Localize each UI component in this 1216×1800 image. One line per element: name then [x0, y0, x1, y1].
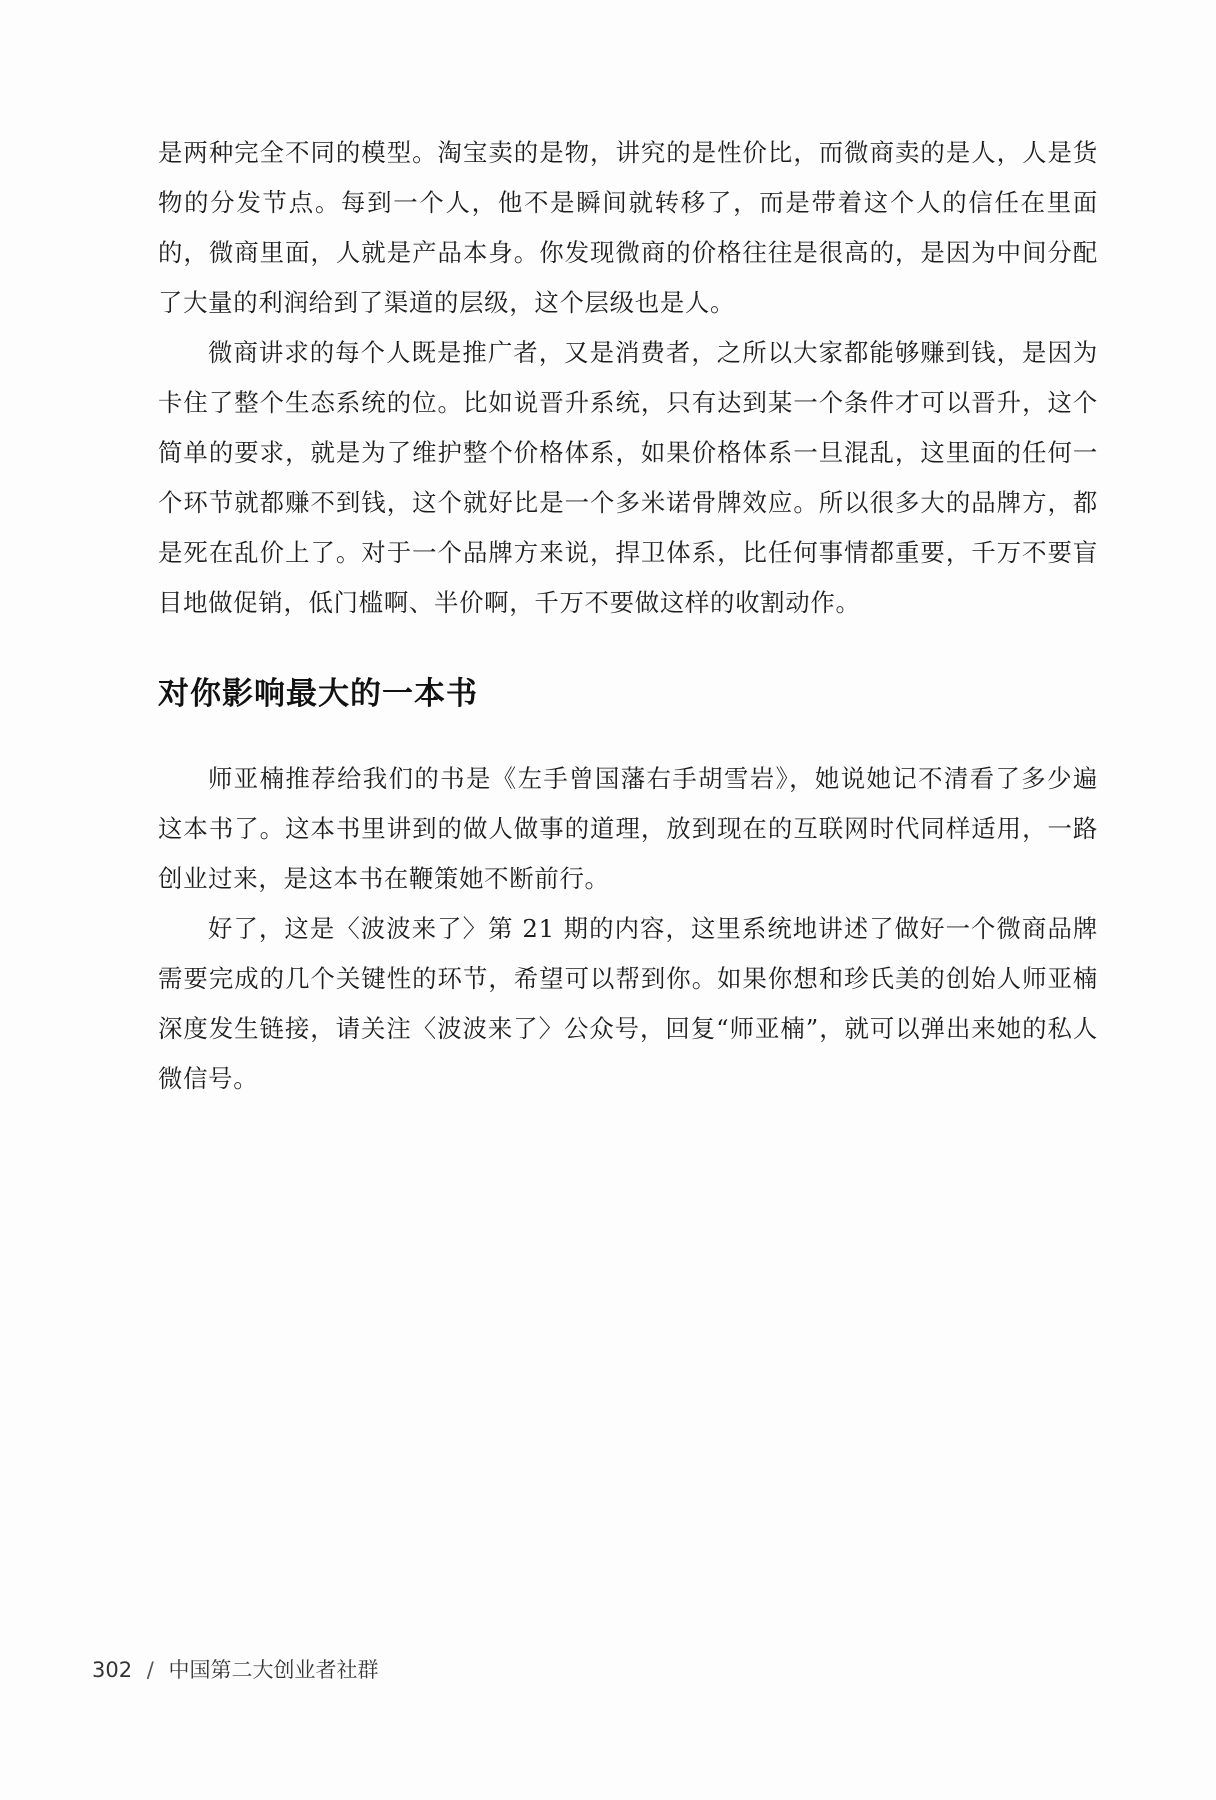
body-paragraph: 师亚楠推荐给我们的书是《左手曾国藩右手胡雪岩》，她说她记不清看了多少遍这本书了。这本书里讲到的做人做事的道理，放到现在的互联网时代同样适用，一路创业过来，是这本书在鞭策她不断前行。	[158, 764, 1098, 893]
footer-separator: /	[146, 1658, 154, 1682]
section-heading: 对你影响最大的一本书	[158, 676, 478, 712]
page-number: 302	[92, 1658, 133, 1682]
body-paragraph: 好了，这是〈波波来了〉第 21 期的内容，这里系统地讲述了做好一个微商品牌需要完成的几个关键性的环节，希望可以帮到你。如果你想和珍氏美的创始人师亚楠深度发生链接，请关注〈波波来了〉公众号，回复“师亚楠”，就可以弹出来她的私人微信号。	[158, 914, 1098, 1093]
book-title: 中国第二大创业者社群	[168, 1658, 379, 1682]
page-content	[158, 128, 1098, 1104]
body-paragraph: 微商讲求的每个人既是推广者，又是消费者，之所以大家都能够赚到钱，是因为卡住了整个生态系统的位。比如说晋升系统，只有达到某一个条件才可以晋升，这个简单的要求，就是为了维护整个价格体系，如果价格体系一旦混乱，这里面的任何一个环节就都赚不到钱，这个就好比是一个多米诺骨牌效应。所以很多大的品牌方，都是死在乱价上了。对于一个品牌方来说，捍卫体系，比任何事情都重要，千万不要盲目地做促销，低门槛啊、半价啊，千万不要做这样的收割动作。	[158, 338, 1098, 617]
body-paragraph: 是两种完全不同的模型。淘宝卖的是物，讲究的是性价比，而微商卖的是人，人是货物的分发节点。每到一个人，他不是瞬间就转移了，而是带着这个人的信任在里面的，微商里面，人就是产品本身。你发现微商的价格往往是很高的，是因为中间分配了大量的利润给到了渠道的层级，这个层级也是人。	[158, 138, 1098, 317]
page-footer	[92, 1655, 379, 1685]
